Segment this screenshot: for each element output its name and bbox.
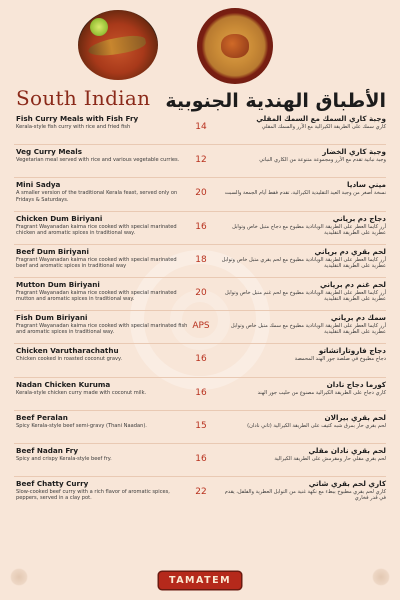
item-name-arabic: لحم غنم دم برياني bbox=[320, 279, 386, 289]
item-description: Fragrant Wayanadan kaima rice cooked with special marinated beef and aromatic spices in traditional way bbox=[16, 256, 177, 270]
item-description-arabic: وجبة نباتية تقدم مع الأرز ومجموعة متنوعة من الكاري النباتي bbox=[259, 157, 386, 164]
item-description: Spicy Kerala-style beef semi-gravy (Thani Naadan). bbox=[16, 422, 147, 429]
item-name-arabic: وجبة كاري السمك مع السمك المقلي bbox=[256, 114, 386, 123]
menu-item bbox=[0, 411, 400, 444]
item-description: Vegetarian meal served with rice and various vegetable curries. bbox=[16, 157, 180, 164]
item-description-arabic: كاري دجاج على الطريقة الكيرالية مصنوع من حليب جوز الهند bbox=[257, 389, 386, 396]
item-price: 16 bbox=[195, 221, 207, 232]
item-name-arabic: وجبة كاري الخضار bbox=[322, 147, 386, 157]
item-description: Fragrant Wayanadan kaima rice cooked with special marinated mutton and aromatic spices in traditional way. bbox=[16, 289, 177, 303]
item-description: Fragrant Wayanadan kaima rice cooked with special marinated chicken and aromatic spices in traditional way. bbox=[16, 223, 177, 236]
item-price: 16 bbox=[195, 387, 207, 398]
menu-item bbox=[0, 311, 400, 344]
item-price: 14 bbox=[195, 122, 207, 132]
item-name-arabic: سمك دم برياني bbox=[330, 313, 386, 323]
menu-item bbox=[0, 112, 400, 145]
item-name-arabic: دجاج دم برياني bbox=[332, 213, 386, 223]
menu-item bbox=[0, 378, 400, 411]
item-name-arabic: كورما دجاج نادان bbox=[326, 379, 386, 389]
item-name: Chicken Varutharachathu bbox=[16, 346, 119, 356]
item-description-arabic: أرز كايما العطر على الطريقة الويانادية مطبوخ مع لحم غنم متبل خاص وتوابل عطرية على الطريقة التقليدية bbox=[224, 289, 386, 303]
item-price: 20 bbox=[195, 287, 207, 298]
item-price: 16 bbox=[195, 453, 207, 464]
item-name-arabic: ميني ساديا bbox=[347, 180, 386, 190]
item-name: Fish Dum Biriyani bbox=[16, 313, 88, 323]
item-name-arabic: كاري لحم بقري شاتي bbox=[308, 479, 386, 489]
brand-logo: TAMATEM bbox=[159, 572, 241, 589]
item-price: 12 bbox=[195, 155, 207, 166]
decorative-stamp-right bbox=[372, 568, 390, 586]
item-name: Mini Sadya bbox=[16, 180, 61, 190]
menu-list bbox=[0, 112, 400, 510]
item-price: APS bbox=[192, 321, 210, 332]
item-description: Spicy and crispy Kerala-style beef fry. bbox=[16, 455, 112, 462]
item-description: Kerala-style fish curry with rice and fried fish bbox=[16, 124, 131, 130]
section-title-arabic: الأطباق الهندية الجنوبية bbox=[165, 90, 386, 112]
item-price: 15 bbox=[195, 420, 207, 431]
menu-item bbox=[0, 477, 400, 510]
section-title-english: South Indian bbox=[16, 86, 151, 110]
decorative-stamp-left bbox=[10, 568, 28, 586]
item-price: 18 bbox=[195, 254, 207, 265]
item-description-arabic: لحم بقري مقلي حار ومقرمش على الطريقة الكيرالية bbox=[274, 455, 386, 462]
item-name: Beef Dum Biriyani bbox=[16, 246, 89, 256]
menu-item bbox=[0, 278, 400, 311]
item-description-arabic: كاري لحم بقري مطبوخ ببطء مع نكهة غنية من التوابل العطرية والفلفل، يقدم في قدر فخاري bbox=[224, 489, 386, 502]
lime-garnish bbox=[90, 18, 108, 36]
fried-fish bbox=[87, 33, 147, 59]
item-description-arabic: لحم بقري حار بمرق شبه كثيف على الطريقة الكيرالية (ثاني نادان) bbox=[247, 422, 386, 429]
meat-piece bbox=[221, 34, 249, 58]
item-description: A smaller version of the traditional Kerala feast, served only on Fridays & Saturdays. bbox=[16, 190, 178, 203]
item-price: 16 bbox=[195, 354, 207, 365]
item-description: Chicken cooked in roasted coconut gravy. bbox=[16, 356, 122, 363]
item-name-arabic: لحم بقري نادان مقلي bbox=[308, 445, 386, 455]
item-name: Beef Chatty Curry bbox=[16, 479, 89, 489]
item-description-arabic: أرز كايما العطر على الطريقة الويانادية مطبوخ مع لحم بقري متبل خاص وتوابل عطرية على الطريقة التقليدية bbox=[221, 256, 386, 270]
item-price: 22 bbox=[195, 487, 207, 498]
menu-item bbox=[0, 212, 400, 245]
item-description: Kerala-style chicken curry made with coconut milk. bbox=[16, 389, 147, 396]
item-name: Beef Peralan bbox=[16, 412, 68, 422]
item-name: Veg Curry Meals bbox=[16, 147, 82, 157]
item-description-arabic: نسخة أصغر من وجبة العيد التقليدية الكيرالية، تقدم فقط أيام الجمعة والسبت bbox=[224, 190, 386, 197]
menu-item bbox=[0, 245, 400, 278]
item-name: Fish Curry Meals with Fish Fry bbox=[16, 114, 139, 123]
item-description-arabic: دجاج مطبوخ في صلصة جوز الهند المحمصة bbox=[294, 356, 386, 363]
menu-item bbox=[0, 178, 400, 211]
item-price: 20 bbox=[195, 188, 207, 199]
item-name-arabic: لحم بقري دم برياني bbox=[314, 246, 386, 256]
item-name: Beef Nadan Fry bbox=[16, 445, 79, 455]
item-name: Nadan Chicken Kuruma bbox=[16, 379, 111, 389]
item-description-arabic: كاري سمك على الطريقة الكيرالية مع الأرز والسمك المقلي bbox=[261, 124, 386, 130]
biryani-photo bbox=[197, 8, 273, 84]
menu-item bbox=[0, 145, 400, 178]
item-name: Chicken Dum Biriyani bbox=[16, 213, 103, 223]
item-description: Fragrant Wayanadan kaima rice cooked with special marinated fish and aromatic spices in traditional way. bbox=[16, 323, 188, 336]
item-name: Mutton Dum Biriyani bbox=[16, 279, 100, 289]
item-description: Slow-cooked beef curry with a rich flavor of aromatic spices, peppers, served in a clay pot. bbox=[16, 489, 170, 502]
item-description-arabic: أرز كايما العطر على الطريقة الويانادية مطبوخ مع دجاج متبل خاص وتوابل عطرية على الطريقة التقليدية bbox=[232, 223, 386, 236]
menu-item bbox=[0, 444, 400, 477]
fish-curry-photo bbox=[78, 10, 158, 80]
item-description-arabic: أرز كايما العطر على الطريقة الويانادية مطبوخ مع سمك متبل خاص وتوابل عطرية على الطريقة التقليدية bbox=[230, 323, 386, 336]
item-name-arabic: دجاج فاروتاراتشاتو bbox=[318, 346, 386, 356]
menu-item bbox=[0, 344, 400, 377]
item-name-arabic: لحم بقري بيرالان bbox=[324, 412, 386, 422]
